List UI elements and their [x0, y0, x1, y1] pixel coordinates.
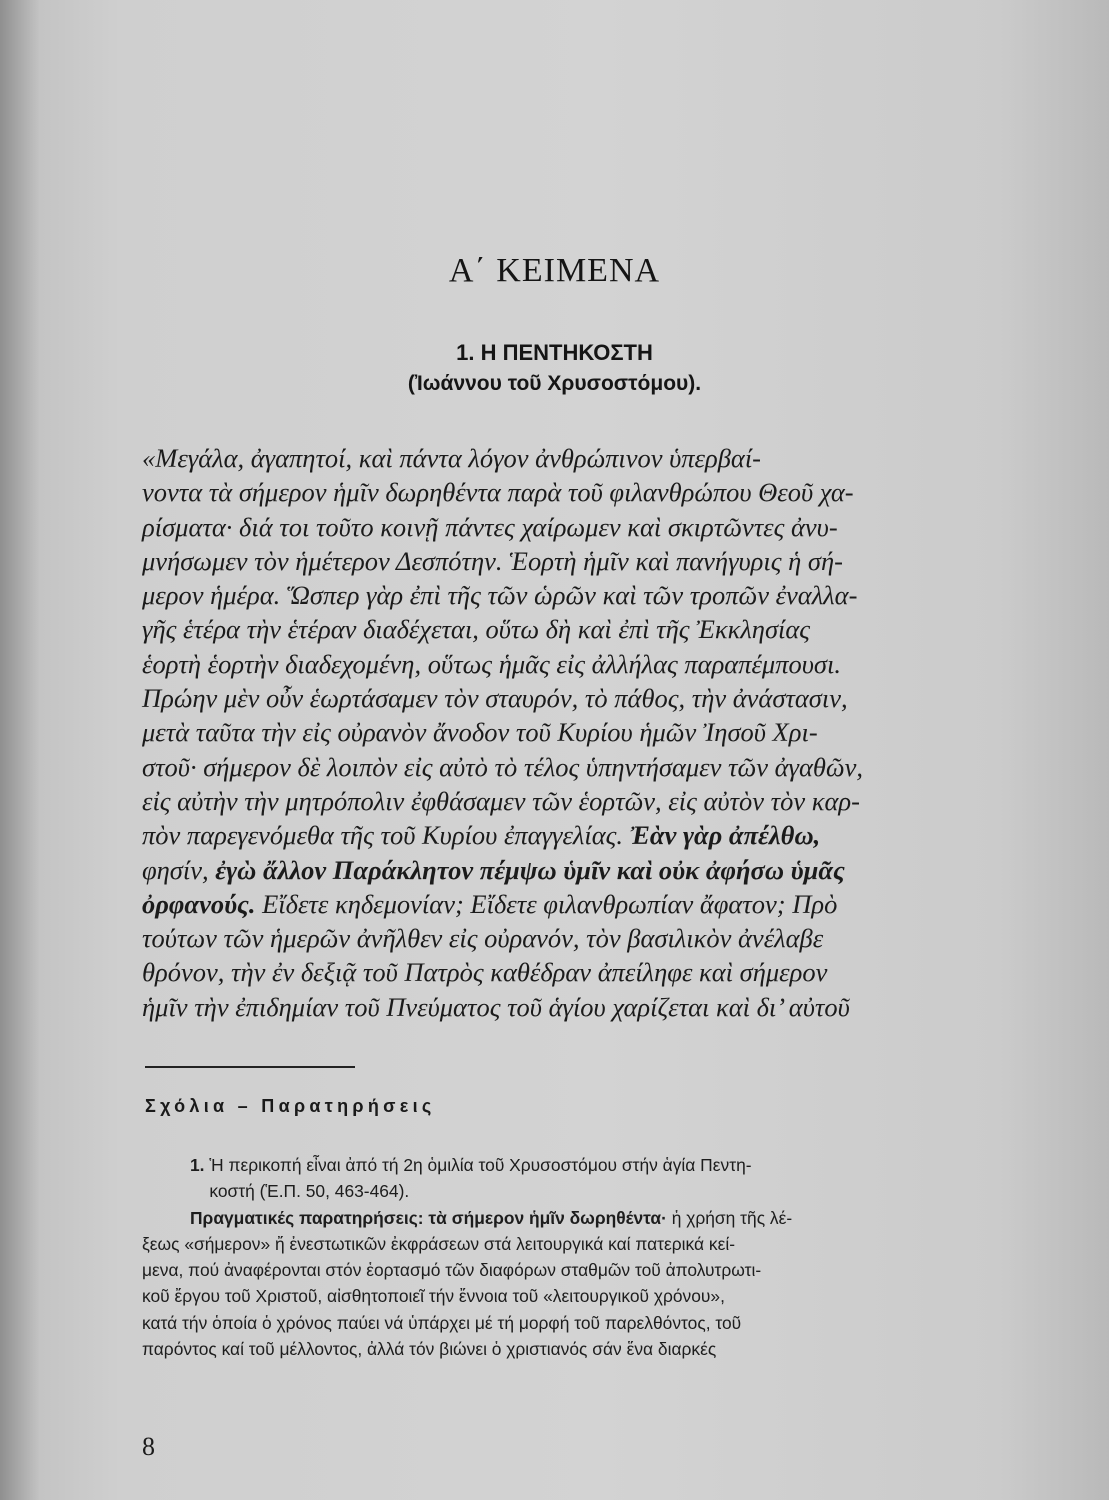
- note-number: 1.: [190, 1155, 205, 1175]
- main-text: [142, 441, 1012, 1024]
- footnote-divider: [145, 1066, 355, 1068]
- text-line: ρίσματα· διά τοι τοῦτο κοινῇ πάντες χαίρωμεν καὶ σκιρτῶντες ἀνυ-: [142, 511, 838, 542]
- note-line: κατά τήν ὁποία ὁ χρόνος παύει νά ὑπάρχει μέ τή μορφή τοῦ παρελθόντος, τοῦ: [142, 1312, 742, 1333]
- section-subtitle: (Ἰωάννου τοῦ Χρυσοστόμου).: [407, 372, 702, 395]
- text-line: θρόνον, τὴν ἐν δεξιᾷ τοῦ Πατρὸς καθέδραν ἀπείληφε καὶ σήμερον: [142, 957, 828, 988]
- text-line: μνήσωμεν τὸν ἡμέτερον Δεσπότην. Ἑορτὴ ἡμῖν καὶ πανήγυρις ἡ σή-: [142, 545, 843, 576]
- text-line: μετὰ ταῦτα τὴν εἰς οὐρανὸν ἄνοδον τοῦ Κυρίου ἡμῶν Ἰησοῦ Χρι-: [142, 717, 818, 748]
- text-segment: ἡ χρήση τῆς λέ-: [666, 1207, 793, 1228]
- text-line: [142, 853, 1012, 887]
- note-line: [142, 1205, 1012, 1231]
- notes-heading: Σχόλια – Παρατηρήσεις: [145, 1096, 436, 1116]
- notes-body: [142, 1152, 1012, 1362]
- text-segment: Εἴδετε κηδεμονίαν; Εἴδετε φιλανθρωπίαν ἄφατον; Πρὸ: [262, 888, 838, 919]
- note-line: ξεως «σήμερον» ἤ ἐνεστωτικῶν ἐκφράσεων στά λειτουργικά καί πατερικά κεί-: [142, 1233, 735, 1254]
- section-title: 1. Η ΠΕΝΤΗΚΟΣΤΗ: [456, 340, 653, 365]
- bold-quote: ὀρφανούς.: [142, 888, 256, 919]
- text-line: Πρώην μὲν οὖν ἑωρτάσαμεν τὸν σταυρόν, τὸ πάθος, τὴν ἀνάστασιν,: [142, 683, 848, 714]
- text-segment: Ἡ περικοπή εἶναι ἀπό τή 2η ὁμιλία τοῦ Χρυσοστόμου στήν ἁγία Πεντη-: [209, 1155, 752, 1175]
- text-segment: πὸν παρεγενόμεθα τῆς τοῦ Κυρίου ἐπαγγελίας.: [142, 820, 624, 851]
- text-line: στοῦ· σήμερον δὲ λοιπὸν εἰς αὐτὸ τὸ τέλος ὑπηντήσαμεν τῶν ἀγαθῶν,: [142, 751, 863, 782]
- text-line: ἡμῖν τὴν ἐπιδημίαν τοῦ Πνεύματος τοῦ ἁγίου χαρίζεται καὶ δι’ αὐτοῦ: [142, 991, 850, 1022]
- text-line: «Μεγάλα, ἀγαπητοί, καὶ πάντα λόγον ἀνθρώπινον ὑπερβαί-: [142, 443, 762, 473]
- note-line: [142, 1152, 1012, 1178]
- bold-quote: ἐγὼ ἄλλον Παράκλητον πέμψω ὑμῖν καὶ οὐκ ἀφήσω ὑμᾶς: [215, 854, 845, 885]
- remark-label: Πραγματικές παρατηρήσεις: τὰ σήμερον ἡμῖν δωρηθέντα·: [190, 1207, 667, 1228]
- text-line: [142, 887, 1012, 921]
- note-line: [142, 1178, 1012, 1204]
- text-segment: φησίν,: [142, 854, 209, 885]
- text-line: εἰς αὐτὴν τὴν μητρόπολιν ἐφθάσαμεν τῶν ἑορτῶν, εἰς αὐτὸν τὸν καρ-: [142, 785, 860, 816]
- text-line: μερον ἡμέρα. Ὥσπερ γὰρ ἐπὶ τῆς τῶν ὡρῶν καὶ τῶν τροπῶν ἐναλλα-: [142, 580, 858, 611]
- chapter-heading: Α΄ ΚΕΙΜΕΝΑ: [448, 252, 661, 289]
- text-line: τούτων τῶν ἡμερῶν ἀνῆλθεν εἰς οὐρανόν, τὸν βασιλικὸν ἀνέλαβε: [142, 923, 824, 954]
- text-line: νοντα τὰ σήμερον ἡμῖν δωρηθέντα παρὰ τοῦ φιλανθρώπου Θεοῦ χα-: [142, 477, 854, 508]
- page-number: 8: [142, 1432, 155, 1461]
- note-line: παρόντος καί τοῦ μέλλοντος, ἀλλά τόν βιώνει ὁ χριστιανός σάν ἕνα διαρκές: [142, 1339, 717, 1360]
- text-line: [142, 818, 1012, 852]
- bold-quote: Ἐὰν γὰρ ἀπέλθω,: [629, 820, 821, 851]
- note-line: κοῦ ἔργου τοῦ Χριστοῦ, αἰσθητοποιεῖ τήν ἔννοια τοῦ «λειτουργικοῦ χρόνου»,: [142, 1286, 725, 1307]
- text-line: γῆς ἑτέρα τὴν ἑτέραν διαδέχεται, οὕτω δὴ καὶ ἐπὶ τῆς Ἐκκλησίας: [142, 614, 811, 645]
- text-line: ἑορτὴ ἑορτὴν διαδεχομένη, οὕτως ἡμᾶς εἰς ἀλλήλας παραπέμπουσι.: [142, 648, 841, 679]
- text-segment: κοστή (Ἑ.Π. 50, 463-464).: [209, 1181, 410, 1202]
- note-line: μενα, πού ἀναφέρονται στόν ἑορτασμό τῶν διαφόρων σταθμῶν τοῦ ἀπολυτρωτι-: [142, 1260, 762, 1281]
